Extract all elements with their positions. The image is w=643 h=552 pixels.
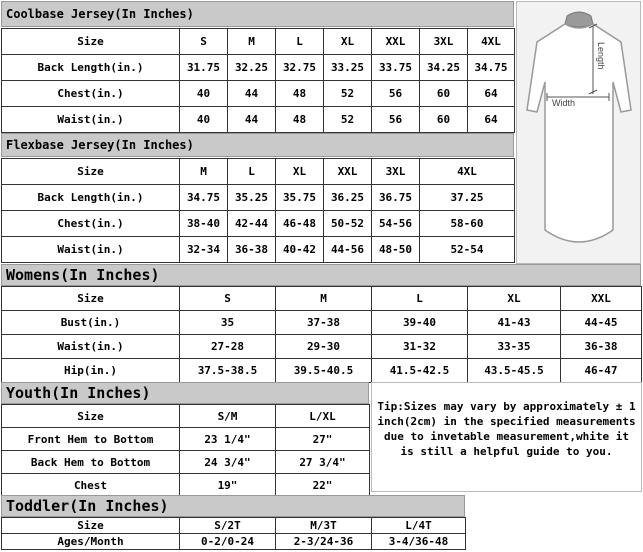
value-cell: 58-60 bbox=[420, 211, 515, 237]
table-row bbox=[2, 311, 642, 335]
value-cell: 33.75 bbox=[372, 55, 420, 81]
value-cell: 44 bbox=[228, 81, 276, 107]
value-cell: 39.5-40.5 bbox=[276, 359, 372, 383]
womens-table bbox=[1, 286, 642, 383]
size-header-cell: Size bbox=[2, 287, 180, 311]
measure-label-cell: Front Hem to Bottom bbox=[2, 428, 180, 451]
value-cell: 48-50 bbox=[372, 237, 420, 263]
value-cell: 35 bbox=[180, 311, 276, 335]
value-cell: 52 bbox=[324, 81, 372, 107]
size-cell: L bbox=[276, 29, 324, 55]
value-cell: 29-30 bbox=[276, 335, 372, 359]
table-row bbox=[2, 474, 370, 497]
value-cell: 33.25 bbox=[324, 55, 372, 81]
measure-label-cell: Back Length(in.) bbox=[2, 55, 180, 81]
flexbase-table bbox=[1, 158, 515, 263]
value-cell: 19" bbox=[180, 474, 276, 497]
table-row bbox=[2, 237, 515, 263]
value-cell: 27" bbox=[276, 428, 370, 451]
table-row bbox=[2, 81, 515, 107]
measure-label-cell: Waist(in.) bbox=[2, 237, 180, 263]
size-header-cell: Size bbox=[2, 405, 180, 428]
value-cell: 60 bbox=[420, 107, 468, 133]
value-cell: 48 bbox=[276, 107, 324, 133]
value-cell: 42-44 bbox=[228, 211, 276, 237]
coolbase-table bbox=[1, 28, 515, 133]
size-cell: 3XL bbox=[372, 159, 420, 185]
value-cell: 34.75 bbox=[180, 185, 228, 211]
value-cell: 46-48 bbox=[276, 211, 324, 237]
value-cell: 34.75 bbox=[468, 55, 515, 81]
size-cell: L bbox=[228, 159, 276, 185]
table-row bbox=[2, 335, 642, 359]
value-cell: 2-3/24-36 bbox=[276, 534, 372, 550]
youth-title: Youth(In Inches) bbox=[1, 382, 369, 404]
value-cell: 64 bbox=[468, 107, 515, 133]
value-cell: 37-38 bbox=[276, 311, 372, 335]
value-cell: 3-4/36-48 bbox=[372, 534, 466, 550]
size-cell: XXL bbox=[372, 29, 420, 55]
header-row bbox=[2, 518, 466, 534]
table-row bbox=[2, 55, 515, 81]
value-cell: 52 bbox=[324, 107, 372, 133]
value-cell: 44-45 bbox=[561, 311, 642, 335]
value-cell: 54-56 bbox=[372, 211, 420, 237]
value-cell: 22" bbox=[276, 474, 370, 497]
value-cell: 35.25 bbox=[228, 185, 276, 211]
header-row bbox=[2, 29, 515, 55]
measure-label-cell: Hip(in.) bbox=[2, 359, 180, 383]
value-cell: 41-43 bbox=[468, 311, 561, 335]
length-label: Length bbox=[596, 42, 606, 70]
value-cell: 31.75 bbox=[180, 55, 228, 81]
value-cell: 32.25 bbox=[228, 55, 276, 81]
size-cell: M bbox=[276, 287, 372, 311]
value-cell: 27-28 bbox=[180, 335, 276, 359]
value-cell: 36.25 bbox=[324, 185, 372, 211]
table-row bbox=[2, 211, 515, 237]
womens-title: Womens(In Inches) bbox=[1, 264, 641, 286]
size-cell: M bbox=[180, 159, 228, 185]
value-cell: 46-47 bbox=[561, 359, 642, 383]
value-cell: 27 3/4" bbox=[276, 451, 370, 474]
size-cell: L/XL bbox=[276, 405, 370, 428]
value-cell: 37.25 bbox=[420, 185, 515, 211]
size-cell: S/2T bbox=[180, 518, 276, 534]
measure-label-cell: Ages/Month bbox=[2, 534, 180, 550]
value-cell: 36-38 bbox=[228, 237, 276, 263]
size-header-cell: Size bbox=[2, 518, 180, 534]
size-cell: L bbox=[372, 287, 468, 311]
value-cell: 44 bbox=[228, 107, 276, 133]
measure-label-cell: Waist(in.) bbox=[2, 107, 180, 133]
measure-label-cell: Chest bbox=[2, 474, 180, 497]
measure-label-cell: Chest(in.) bbox=[2, 211, 180, 237]
value-cell: 24 3/4" bbox=[180, 451, 276, 474]
jersey-outline-icon bbox=[517, 2, 640, 263]
toddler-title: Toddler(In Inches) bbox=[1, 495, 465, 517]
value-cell: 39-40 bbox=[372, 311, 468, 335]
size-header-cell: Size bbox=[2, 159, 180, 185]
header-row bbox=[2, 405, 370, 428]
measure-label-cell: Bust(in.) bbox=[2, 311, 180, 335]
size-cell: 4XL bbox=[420, 159, 515, 185]
measure-label-cell: Back Hem to Bottom bbox=[2, 451, 180, 474]
width-label: Width bbox=[552, 98, 576, 108]
size-cell: 3XL bbox=[420, 29, 468, 55]
size-cell: XL bbox=[468, 287, 561, 311]
value-cell: 34.25 bbox=[420, 55, 468, 81]
size-cell: S bbox=[180, 29, 228, 55]
value-cell: 60 bbox=[420, 81, 468, 107]
jersey-diagram bbox=[516, 1, 641, 264]
value-cell: 35.75 bbox=[276, 185, 324, 211]
table-row bbox=[2, 428, 370, 451]
value-cell: 36-38 bbox=[561, 335, 642, 359]
value-cell: 43.5-45.5 bbox=[468, 359, 561, 383]
value-cell: 36.75 bbox=[372, 185, 420, 211]
value-cell: 44-56 bbox=[324, 237, 372, 263]
value-cell: 41.5-42.5 bbox=[372, 359, 468, 383]
coolbase-title: Coolbase Jersey(In Inches) bbox=[1, 1, 514, 27]
value-cell: 32-34 bbox=[180, 237, 228, 263]
table-row bbox=[2, 185, 515, 211]
table-row bbox=[2, 359, 642, 383]
value-cell: 56 bbox=[372, 81, 420, 107]
value-cell: 33-35 bbox=[468, 335, 561, 359]
value-cell: 31-32 bbox=[372, 335, 468, 359]
size-cell: S bbox=[180, 287, 276, 311]
value-cell: 52-54 bbox=[420, 237, 515, 263]
value-cell: 48 bbox=[276, 81, 324, 107]
toddler-table bbox=[1, 517, 466, 550]
value-cell: 40 bbox=[180, 107, 228, 133]
value-cell: 0-2/0-24 bbox=[180, 534, 276, 550]
measure-label-cell: Back Length(in.) bbox=[2, 185, 180, 211]
youth-table bbox=[1, 404, 370, 497]
header-row bbox=[2, 287, 642, 311]
flexbase-title: Flexbase Jersey(In Inches) bbox=[1, 133, 514, 157]
size-header-cell: Size bbox=[2, 29, 180, 55]
value-cell: 38-40 bbox=[180, 211, 228, 237]
sizing-tip: Tip:Sizes may vary by approximately ± 1 inch(2cm) in the specified measurements due to invetable measurement,white it is still a helpful guide to you. bbox=[371, 382, 642, 492]
size-cell: L/4T bbox=[372, 518, 466, 534]
value-cell: 32.75 bbox=[276, 55, 324, 81]
table-row bbox=[2, 451, 370, 474]
size-cell: M/3T bbox=[276, 518, 372, 534]
value-cell: 64 bbox=[468, 81, 515, 107]
size-cell: XXL bbox=[561, 287, 642, 311]
measure-label-cell: Chest(in.) bbox=[2, 81, 180, 107]
value-cell: 56 bbox=[372, 107, 420, 133]
size-cell: S/M bbox=[180, 405, 276, 428]
value-cell: 40 bbox=[180, 81, 228, 107]
value-cell: 37.5-38.5 bbox=[180, 359, 276, 383]
size-cell: XL bbox=[276, 159, 324, 185]
size-cell: XXL bbox=[324, 159, 372, 185]
value-cell: 40-42 bbox=[276, 237, 324, 263]
measure-label-cell: Waist(in.) bbox=[2, 335, 180, 359]
value-cell: 50-52 bbox=[324, 211, 372, 237]
table-row bbox=[2, 534, 466, 550]
header-row bbox=[2, 159, 515, 185]
size-cell: M bbox=[228, 29, 276, 55]
size-cell: XL bbox=[324, 29, 372, 55]
table-row bbox=[2, 107, 515, 133]
size-cell: 4XL bbox=[468, 29, 515, 55]
value-cell: 23 1/4" bbox=[180, 428, 276, 451]
